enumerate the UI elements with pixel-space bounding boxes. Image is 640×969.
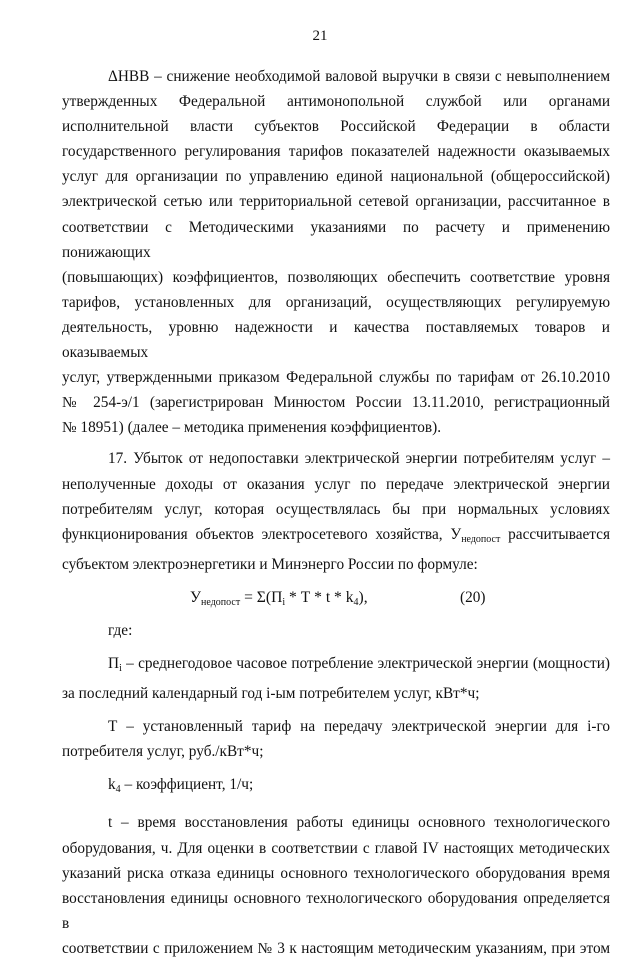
symbol: П <box>108 654 120 672</box>
formula-part: ), <box>358 588 368 606</box>
subscript: 4 <box>353 596 359 608</box>
text-line: восстановления единицы основного технологического оборудования определяется в <box>62 889 610 932</box>
page-number: 21 <box>312 28 328 44</box>
text-line: за последний календарный год i-ым потребителем услуг, кВт*ч; <box>62 685 480 703</box>
text-line: электрической сетью или территориальной сетевой организации, рассчитанное в <box>62 193 610 211</box>
definition-k4 <box>62 772 610 802</box>
text-line: ΔНВВ – снижение необходимой валовой выручки в связи с невыполнением <box>108 68 610 85</box>
text-line: Т – установленный тариф на передачу электрической энергии для i-го <box>108 718 610 736</box>
text-line: 17. Убыток от недопоставки электрической энергии потребителям услуг – <box>108 450 610 468</box>
definition-t-tariff <box>62 714 610 764</box>
text-line <box>62 651 610 681</box>
paragraph-delta-nvv <box>62 64 610 440</box>
subscript: i <box>282 596 286 608</box>
formula-number: (20) <box>460 588 486 606</box>
formula-part: = Σ(П <box>240 588 283 606</box>
symbol: k <box>108 776 116 794</box>
text-line: услуг, утвержденными приказом Федеральной службы по тарифам от 26.10.2010 <box>62 369 610 387</box>
text-line: деятельность, уровню надежности и качества поставляемых товаров и оказываемых <box>62 318 610 362</box>
text-line: указаний риска отказа единицы основного технологического оборудования время <box>62 864 610 882</box>
where-label: где: <box>108 621 133 639</box>
text-fragment: функционирования объектов электросетевого хозяйства, У <box>62 525 462 543</box>
formula-expression <box>190 585 368 615</box>
text-line: оборудования, ч. Для оценки в соответствии с главой IV настоящих методических <box>62 839 610 857</box>
text-line: государственного регулирования тарифов показателей надежности оказываемых <box>62 143 610 161</box>
text-line: (повышающих) коэффициентов, позволяющих обеспечить соответствие уровня <box>62 268 610 286</box>
subscript: i <box>119 662 122 674</box>
formula-part: * Т * t * k <box>285 588 354 606</box>
text-line <box>62 772 610 802</box>
text-fragment: – среднегодовое часовое потребление электрической энергии (мощности) <box>121 654 610 672</box>
formula-lhs: У <box>190 588 202 606</box>
definition-pi <box>62 651 610 706</box>
text-line: № 18951) (далее – методика применения коэффициентов). <box>62 419 442 437</box>
text-line: неполученные доходы от оказания услуг по передаче электрической энергии <box>62 475 610 493</box>
subscript: недопост <box>201 596 241 608</box>
definition-time <box>62 810 610 961</box>
text-line: услуг для организации по управлению единой национальной (общероссийской) <box>62 168 610 186</box>
subscript: 4 <box>115 784 121 796</box>
text-fragment: рассчитывается <box>500 525 610 543</box>
text-line: соответствии с Методическими указаниями по расчету и применению понижающих <box>62 218 610 261</box>
formula-20 <box>62 585 610 610</box>
text-fragment: – коэффициент, 1/ч; <box>120 776 254 794</box>
text-line: потребителя услуг, руб./кВт*ч; <box>62 743 264 761</box>
text-line: субъектом электроэнергетики и Минэнерго России по формуле: <box>62 555 478 573</box>
text-line: тарифов, установленных для организаций, осуществляющих регулируемую <box>62 293 610 311</box>
text-line: утвержденных Федеральной антимонопольной службой или органами <box>62 93 610 111</box>
paragraph-17 <box>62 446 610 576</box>
subscript: недопост <box>461 533 501 545</box>
text-line <box>62 522 610 552</box>
text-line: исполнительной власти субъектов Российской Федерации в области <box>62 118 610 136</box>
text-line: соответствии с приложением № 3 к настоящим методическим указаниям, при этом <box>62 939 610 957</box>
text-line: t – время восстановления работы единицы основного технологического <box>108 814 610 832</box>
text-line: № 254-э/1 (зарегистрирован Минюстом России 13.11.2010, регистрационный <box>62 394 610 412</box>
document-body <box>62 64 610 969</box>
text-line: потребителям услуг, которая осуществлялась бы при нормальных условиях <box>62 500 610 518</box>
